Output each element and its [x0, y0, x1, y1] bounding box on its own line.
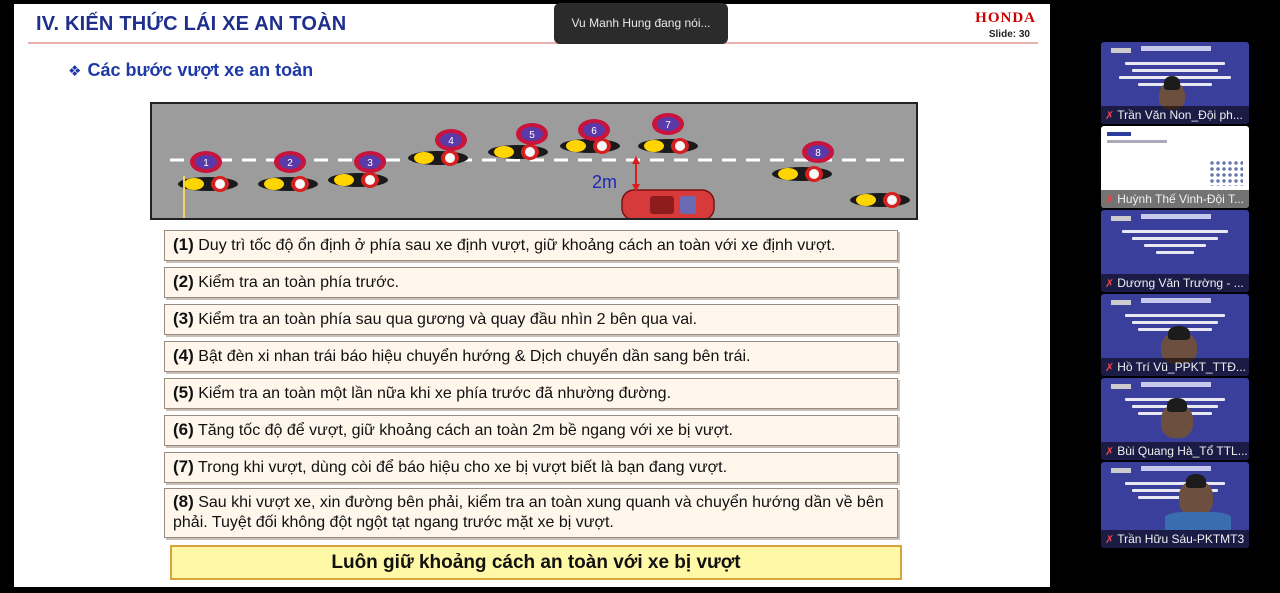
motorbike-icon	[328, 172, 388, 188]
slide-title: IV. KIẾN THỨC LÁI XE AN TOÀN	[36, 13, 347, 35]
gap-label: 2m	[592, 172, 618, 192]
diamond-bullet-icon: ❖	[68, 63, 82, 80]
mic-muted-icon: ✗	[1105, 278, 1115, 290]
overtake-illustration	[152, 104, 916, 218]
participant-tile-3[interactable]	[1101, 210, 1249, 292]
pattern-graphic	[1209, 160, 1243, 186]
step-marker-2	[274, 151, 306, 173]
marker-label: 2	[287, 158, 293, 169]
marker-label: 6	[591, 126, 597, 137]
marker-label: 7	[665, 120, 671, 131]
step-6: (6) Tăng tốc độ để vượt, giữ khoảng cách an toàn 2m bề ngang với xe bị vượt.	[164, 415, 898, 446]
marker-label: 8	[815, 148, 821, 159]
step-marker-5	[516, 123, 548, 145]
step-1: (1) Duy trì tốc độ ổn định ở phía sau xe định vượt, giữ khoảng cách an toàn với xe định vượt.	[164, 230, 898, 261]
speaking-indicator: Vu Manh Hung đang nói...	[554, 3, 728, 44]
participant-tile-2[interactable]	[1101, 126, 1249, 208]
step-marker-1	[190, 151, 222, 173]
participant-tile-4[interactable]	[1101, 294, 1249, 376]
mic-muted-icon: ✗	[1105, 446, 1115, 458]
step-marker-6	[578, 119, 610, 141]
mic-muted-icon: ✗	[1105, 194, 1115, 206]
participant-tile-1[interactable]	[1101, 42, 1249, 124]
step-marker-4	[435, 129, 467, 151]
slide-subtitle	[68, 60, 313, 81]
step-2: (2) Kiểm tra an toàn phía trước.	[164, 267, 898, 298]
mic-muted-icon: ✗	[1105, 534, 1115, 546]
car-icon	[622, 190, 714, 218]
participant-tile-6[interactable]	[1101, 462, 1249, 548]
road-diagram	[150, 102, 918, 220]
motorbike-icon	[488, 144, 548, 160]
step-marker-3	[354, 151, 386, 173]
participant-name-bar: ✗ Bùi Quang Hà_Tổ TTL...	[1101, 442, 1249, 460]
presentation-slide	[14, 4, 1050, 587]
motorbike-icon	[178, 176, 238, 192]
mic-muted-icon: ✗	[1105, 362, 1115, 374]
participant-video	[1161, 404, 1193, 438]
marker-label: 1	[203, 158, 209, 169]
step-3: (3) Kiểm tra an toàn phía sau qua gương và quay đầu nhìn 2 bên qua vai.	[164, 304, 898, 335]
step-4: (4) Bật đèn xi nhan trái báo hiệu chuyển hướng & Dịch chuyển dần sang bên trái.	[164, 341, 898, 372]
motorbike-icon	[408, 150, 468, 166]
marker-label: 3	[367, 158, 373, 169]
title-divider	[28, 42, 1038, 44]
step-marker-7	[652, 113, 684, 135]
participant-video	[1179, 480, 1213, 516]
step-5: (5) Kiểm tra an toàn một lần nữa khi xe phía trước đã nhường đường.	[164, 378, 898, 409]
step-marker-8	[802, 141, 834, 163]
motorbike-icon	[772, 166, 832, 182]
marker-label: 5	[529, 130, 535, 141]
motorbike-icon	[638, 138, 698, 154]
participant-name-bar: ✗ Huỳnh Thế Vinh-Đội T...	[1101, 190, 1249, 208]
slide-number: Slide: 30	[988, 29, 1030, 40]
subtitle-text: Các bước vượt xe an toàn	[87, 60, 314, 80]
step-8: (8) Sau khi vượt xe, xin đường bên phải, kiểm tra an toàn xung quanh và chuyển hướng dần về bên phải. Tuyệt đối không đột ngột tạt ngang trước mặt xe bị vượt.	[164, 488, 898, 538]
participant-name-bar: ✗ Trần Văn Non_Đội ph...	[1101, 106, 1249, 124]
participant-name-bar: ✗ Trần Hữu Sáu-PKTMT3	[1101, 530, 1249, 548]
participant-name-bar: ✗ Dương Văn Trường - ...	[1101, 274, 1249, 292]
participant-tile-5[interactable]	[1101, 378, 1249, 460]
summary-banner: Luôn giữ khoảng cách an toàn với xe bị vượt	[170, 545, 902, 580]
step-7: (7) Trong khi vượt, dùng còi để báo hiệu cho xe bị vượt biết là bạn đang vượt.	[164, 452, 898, 483]
honda-logo: HONDA	[975, 10, 1036, 26]
motorbike-icon	[258, 176, 318, 192]
motorbike-icon	[850, 192, 910, 208]
mic-muted-icon: ✗	[1105, 110, 1115, 122]
marker-label: 4	[448, 136, 454, 147]
participant-name-bar: ✗ Hồ Trí Vũ_PPKT_TTĐ...	[1101, 358, 1249, 376]
